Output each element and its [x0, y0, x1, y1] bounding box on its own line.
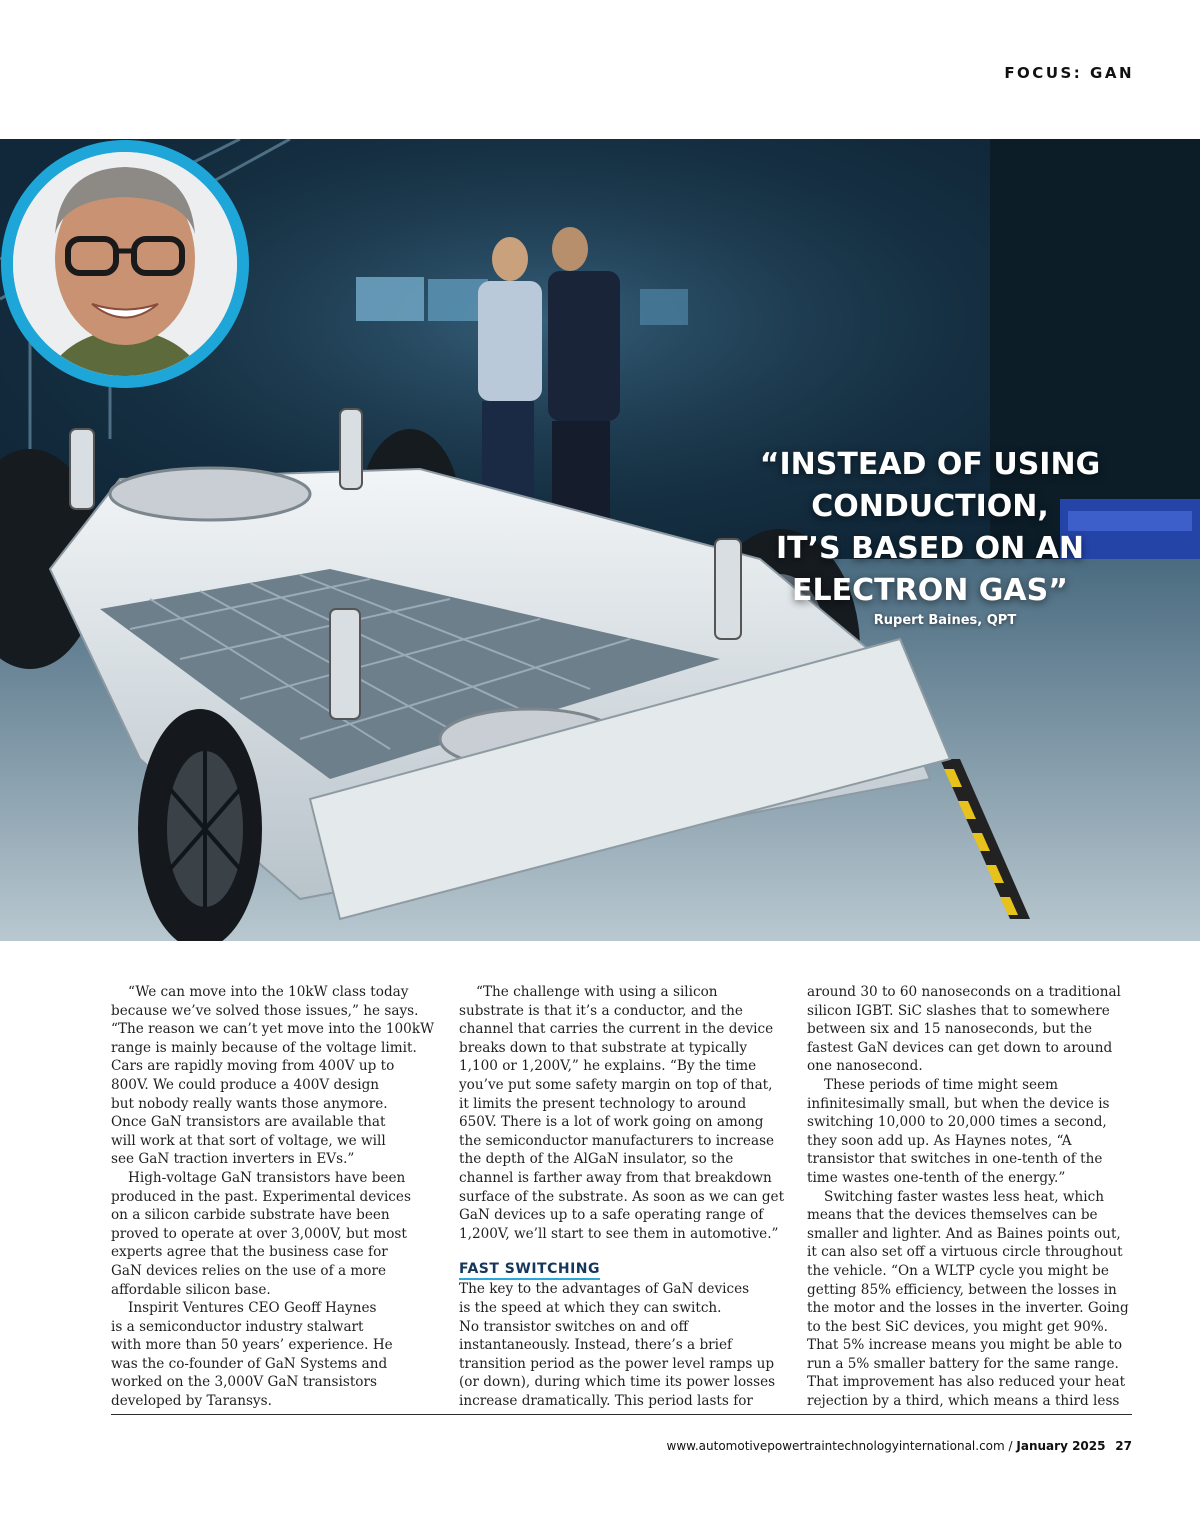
paragraph: [111, 1299, 431, 1411]
text-line: you’ve put some safety margin on top of that,: [459, 1076, 773, 1093]
text-line: was the co-founder of GaN Systems and: [111, 1355, 388, 1372]
portrait-photo: [0, 139, 250, 389]
text-line: fastest GaN devices can get down to around: [807, 1039, 1113, 1056]
text-line: switching 10,000 to 20,000 times a second,: [807, 1114, 1107, 1131]
text-line: rejection by a third, which means a third less: [807, 1393, 1120, 1410]
paragraph: [111, 1169, 431, 1299]
text-line: transistor that switches in one-tenth of the: [807, 1151, 1103, 1168]
text-line: time wastes one-tenth of the energy.”: [807, 1169, 1066, 1186]
text-line: one nanosecond.: [807, 1058, 923, 1075]
text-line: “The challenge with using a silicon: [476, 984, 718, 1000]
text-line: That improvement has also reduced your heat: [807, 1374, 1126, 1391]
text-line: on a silicon carbide substrate have been: [111, 1207, 390, 1224]
text-line: Switching faster wastes less heat, which: [824, 1188, 1104, 1205]
pull-quote-line: CONDUCTION,: [811, 489, 1049, 524]
page-number: 27: [1115, 1439, 1132, 1453]
text-line: High-voltage GaN transistors have been: [128, 1169, 406, 1186]
text-line: means that the devices themselves can be: [807, 1207, 1098, 1224]
text-line: produced in the past. Experimental devices: [111, 1188, 411, 1205]
text-line: “We can move into the 10kW class today: [128, 984, 409, 1000]
text-line: silicon IGBT. SiC slashes that to somewhere: [807, 1002, 1110, 1019]
text-line: it can also set off a virtuous circle throughout: [807, 1244, 1123, 1261]
text-line: Cars are rapidly moving from 400V up to: [111, 1058, 395, 1075]
text-line: surface of the substrate. As soon as we can get: [459, 1188, 785, 1205]
text-line: is the speed at which they can switch.: [459, 1299, 722, 1316]
pull-quote-line: “INSTEAD OF USING: [759, 447, 1101, 482]
text-line: proved to operate at over 3,000V, but most: [111, 1225, 407, 1242]
section-tag: FOCUS: GAN: [1004, 64, 1134, 82]
text-line: experts agree that the business case for: [111, 1244, 388, 1261]
text-line: GaN devices up to a safe operating range of: [459, 1207, 764, 1224]
text-line: will work at that sort of voltage, we will: [111, 1132, 386, 1149]
text-line: run a 5% smaller battery for the same range.: [807, 1355, 1119, 1372]
text-line: 800V. We could produce a 400V design: [111, 1076, 380, 1093]
text-line: Inspirit Ventures CEO Geoff Haynes: [128, 1300, 377, 1317]
quote-attribution: Rupert Baines, QPT: [873, 613, 1017, 628]
footer-divider: [111, 1414, 1132, 1415]
text-line: developed by Taransys.: [111, 1393, 272, 1410]
paragraph: [807, 1076, 1127, 1188]
text-line: see GaN traction inverters in EVs.”: [111, 1151, 355, 1168]
text-line: The key to the advantages of GaN devices: [459, 1281, 750, 1298]
text-line: channel that carries the current in the device: [459, 1021, 774, 1038]
text-line: 650V. There is a lot of work going on among: [459, 1114, 764, 1131]
text-line: instantaneously. Instead, there’s a brief: [459, 1337, 733, 1354]
text-line: substrate is that it’s a conductor, and the: [459, 1002, 743, 1019]
article-column-1: [111, 983, 435, 1411]
text-line: “The reason we can’t yet move into the 100kW: [111, 1021, 435, 1038]
paragraph: [807, 1188, 1127, 1411]
article-column-2: [459, 983, 785, 1410]
text-line: Once GaN transistors are available that: [111, 1114, 386, 1131]
text-line: between six and 15 nanoseconds, but the: [807, 1021, 1093, 1038]
pull-quote-line: IT’S BASED ON AN: [776, 531, 1084, 566]
text-line: but nobody really wants those anymore.: [111, 1095, 388, 1112]
text-line: channel is farther away from that breakdown: [459, 1169, 772, 1186]
paragraph: [807, 983, 1127, 1076]
text-line: No transistor switches on and off: [459, 1318, 689, 1335]
text-line: 1,200V, we’ll start to see them in automotive.”: [459, 1225, 779, 1242]
paragraph: [459, 1280, 779, 1410]
text-line: getting 85% efficiency, between the losses in: [807, 1281, 1117, 1298]
text-line: GaN devices relies on the use of a more: [111, 1262, 387, 1279]
paragraph: [459, 983, 785, 1243]
text-line: That 5% increase means you might be able to: [807, 1337, 1123, 1354]
text-line: affordable silicon base.: [111, 1281, 271, 1298]
text-line: infinitesimally small, but when the device is: [807, 1095, 1110, 1112]
text-line: around 30 to 60 nanoseconds on a traditional: [807, 984, 1121, 1000]
text-line: to the best SiC devices, you might get 90%.: [807, 1318, 1108, 1335]
text-line: because we’ve solved those issues,” he says.: [111, 1002, 419, 1019]
page-footer: [667, 1439, 1132, 1453]
text-line: transition period as the power level ramps up: [459, 1355, 775, 1372]
text-line: breaks down to that substrate at typically: [459, 1039, 748, 1056]
text-line: it limits the present technology to around: [459, 1095, 747, 1112]
text-line: the depth of the AlGaN insulator, so the: [459, 1151, 734, 1168]
text-line: is a semiconductor industry stalwart: [111, 1318, 364, 1335]
hero-photo: [0, 139, 1200, 941]
text-line: worked on the 3,000V GaN transistors: [111, 1374, 377, 1391]
article-column-3: [807, 983, 1127, 1411]
text-line: These periods of time might seem: [824, 1076, 1059, 1093]
paragraph: [111, 983, 435, 1169]
text-line: range is mainly because of the voltage limit.: [111, 1039, 417, 1056]
text-line: the motor and the losses in the inverter. Going: [807, 1300, 1129, 1317]
subheading: FAST SWITCHING: [459, 1260, 600, 1280]
pull-quote: [740, 444, 1120, 612]
pull-quote-line: ELECTRON GAS”: [792, 573, 1068, 608]
text-line: the vehicle. “On a WLTP cycle you might be: [807, 1262, 1109, 1279]
text-line: smaller and lighter. And as Baines points out,: [807, 1225, 1121, 1242]
text-line: 1,100 or 1,200V,” he explains. “By the time: [459, 1058, 757, 1075]
text-line: they soon add up. As Haynes notes, “A: [807, 1132, 1072, 1149]
footer-url[interactable]: www.automotivepowertraintechnologyinternational.com /: [666, 1439, 1013, 1453]
text-line: (or down), during which time its power losses: [459, 1374, 776, 1391]
text-line: increase dramatically. This period lasts for: [459, 1392, 753, 1409]
text-line: the semiconductor manufacturers to increase: [459, 1132, 775, 1149]
footer-date: January 2025: [1016, 1439, 1106, 1453]
text-line: with more than 50 years’ experience. He: [111, 1337, 393, 1354]
